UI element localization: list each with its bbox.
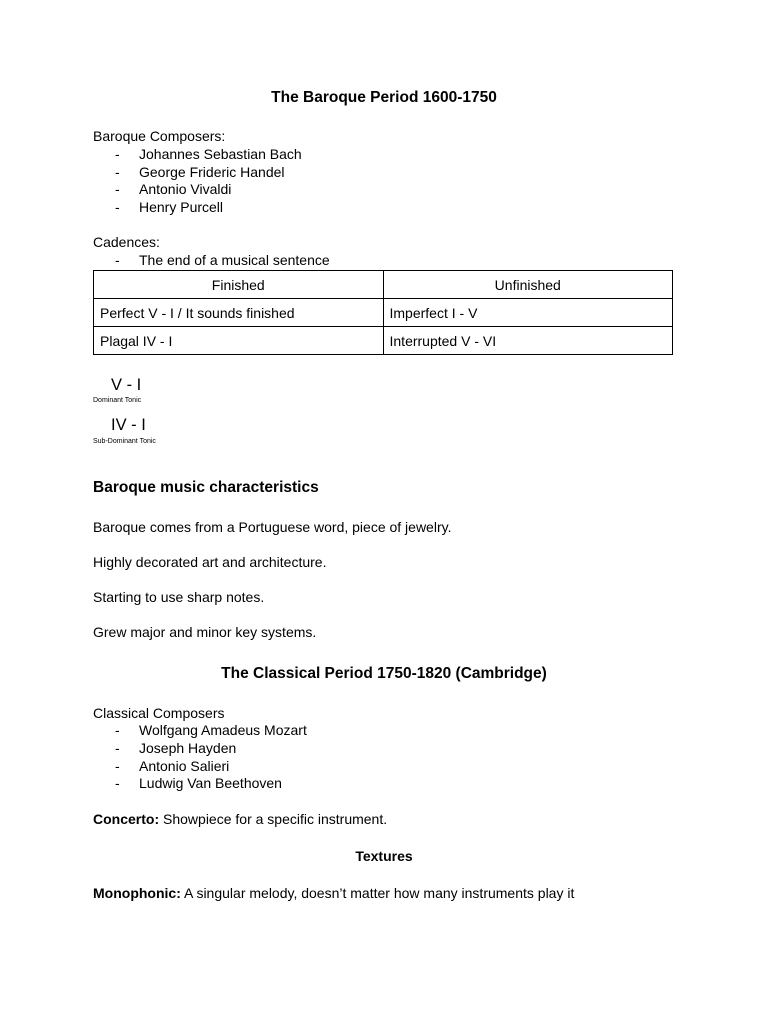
classical-period-title: The Classical Period 1750-1820 (Cambridge) [221, 665, 547, 682]
table-cell: Interrupted V - VI [383, 327, 673, 355]
table-cell: Plagal IV - I [94, 327, 384, 355]
column-header-unfinished: Unfinished [383, 271, 673, 299]
monophonic-definition [93, 885, 574, 902]
characteristic-paragraph: Baroque comes from a Portuguese word, piece of jewelry. [93, 519, 452, 535]
monophonic-term: Monophonic: [93, 885, 181, 901]
list-item [0, 758, 768, 775]
composer-name: Joseph Hayden [139, 740, 237, 756]
list-item [0, 164, 768, 181]
chord-notation: V - I [111, 376, 142, 394]
bullet-dash: - [115, 722, 120, 738]
chord-caption: Sub-Dominant Tonic [93, 438, 156, 445]
list-item [0, 146, 768, 163]
bullet-dash: - [115, 146, 120, 162]
table-header-row [94, 271, 673, 299]
bullet-dash: - [115, 775, 120, 791]
table-row [94, 299, 673, 327]
list-item [0, 775, 768, 792]
bullet-dash: - [115, 181, 120, 197]
table-cell: Imperfect I - V [383, 299, 673, 327]
concerto-text: Showpiece for a specific instrument. [159, 811, 388, 827]
chord-notation: IV - I [111, 416, 146, 434]
composer-name: Henry Purcell [139, 199, 224, 215]
cadences-label: Cadences: [93, 234, 160, 250]
bullet-dash: - [115, 252, 120, 268]
composer-name: Wolfgang Amadeus Mozart [139, 722, 307, 738]
table-row [94, 327, 673, 355]
bullet-dash: - [115, 199, 120, 215]
list-item [0, 181, 768, 198]
monophonic-text: A singular melody, doesn’t matter how many instruments play it [180, 885, 575, 901]
list-item [0, 252, 768, 269]
bullet-dash: - [115, 758, 120, 774]
table-cell: Perfect V - I / It sounds finished [94, 299, 384, 327]
composer-name: Ludwig Van Beethoven [139, 775, 282, 791]
composer-name: George Frideric Handel [139, 164, 285, 180]
classical-composers-label: Classical Composers [93, 705, 225, 721]
chord-caption: Dominant Tonic [93, 397, 142, 404]
column-header-finished: Finished [94, 271, 384, 299]
composer-name: Johannes Sebastian Bach [139, 146, 302, 162]
bullet-dash: - [115, 740, 120, 756]
cadences-note: The end of a musical sentence [139, 252, 330, 268]
textures-heading: Textures [355, 848, 413, 864]
characteristics-heading: Baroque music characteristics [93, 479, 319, 496]
list-item [0, 740, 768, 757]
characteristic-paragraph: Starting to use sharp notes. [93, 589, 265, 605]
characteristic-paragraph: Grew major and minor key systems. [93, 624, 317, 640]
baroque-period-title: The Baroque Period 1600-1750 [271, 89, 497, 106]
concerto-definition [93, 811, 387, 828]
bullet-dash: - [115, 164, 120, 180]
baroque-composers-label: Baroque Composers: [93, 128, 226, 144]
list-item [0, 722, 768, 739]
composer-name: Antonio Vivaldi [139, 181, 232, 197]
characteristic-paragraph: Highly decorated art and architecture. [93, 554, 327, 570]
list-item [0, 199, 768, 216]
composer-name: Antonio Salieri [139, 758, 230, 774]
cadences-table [93, 270, 673, 355]
concerto-term: Concerto: [93, 811, 160, 827]
